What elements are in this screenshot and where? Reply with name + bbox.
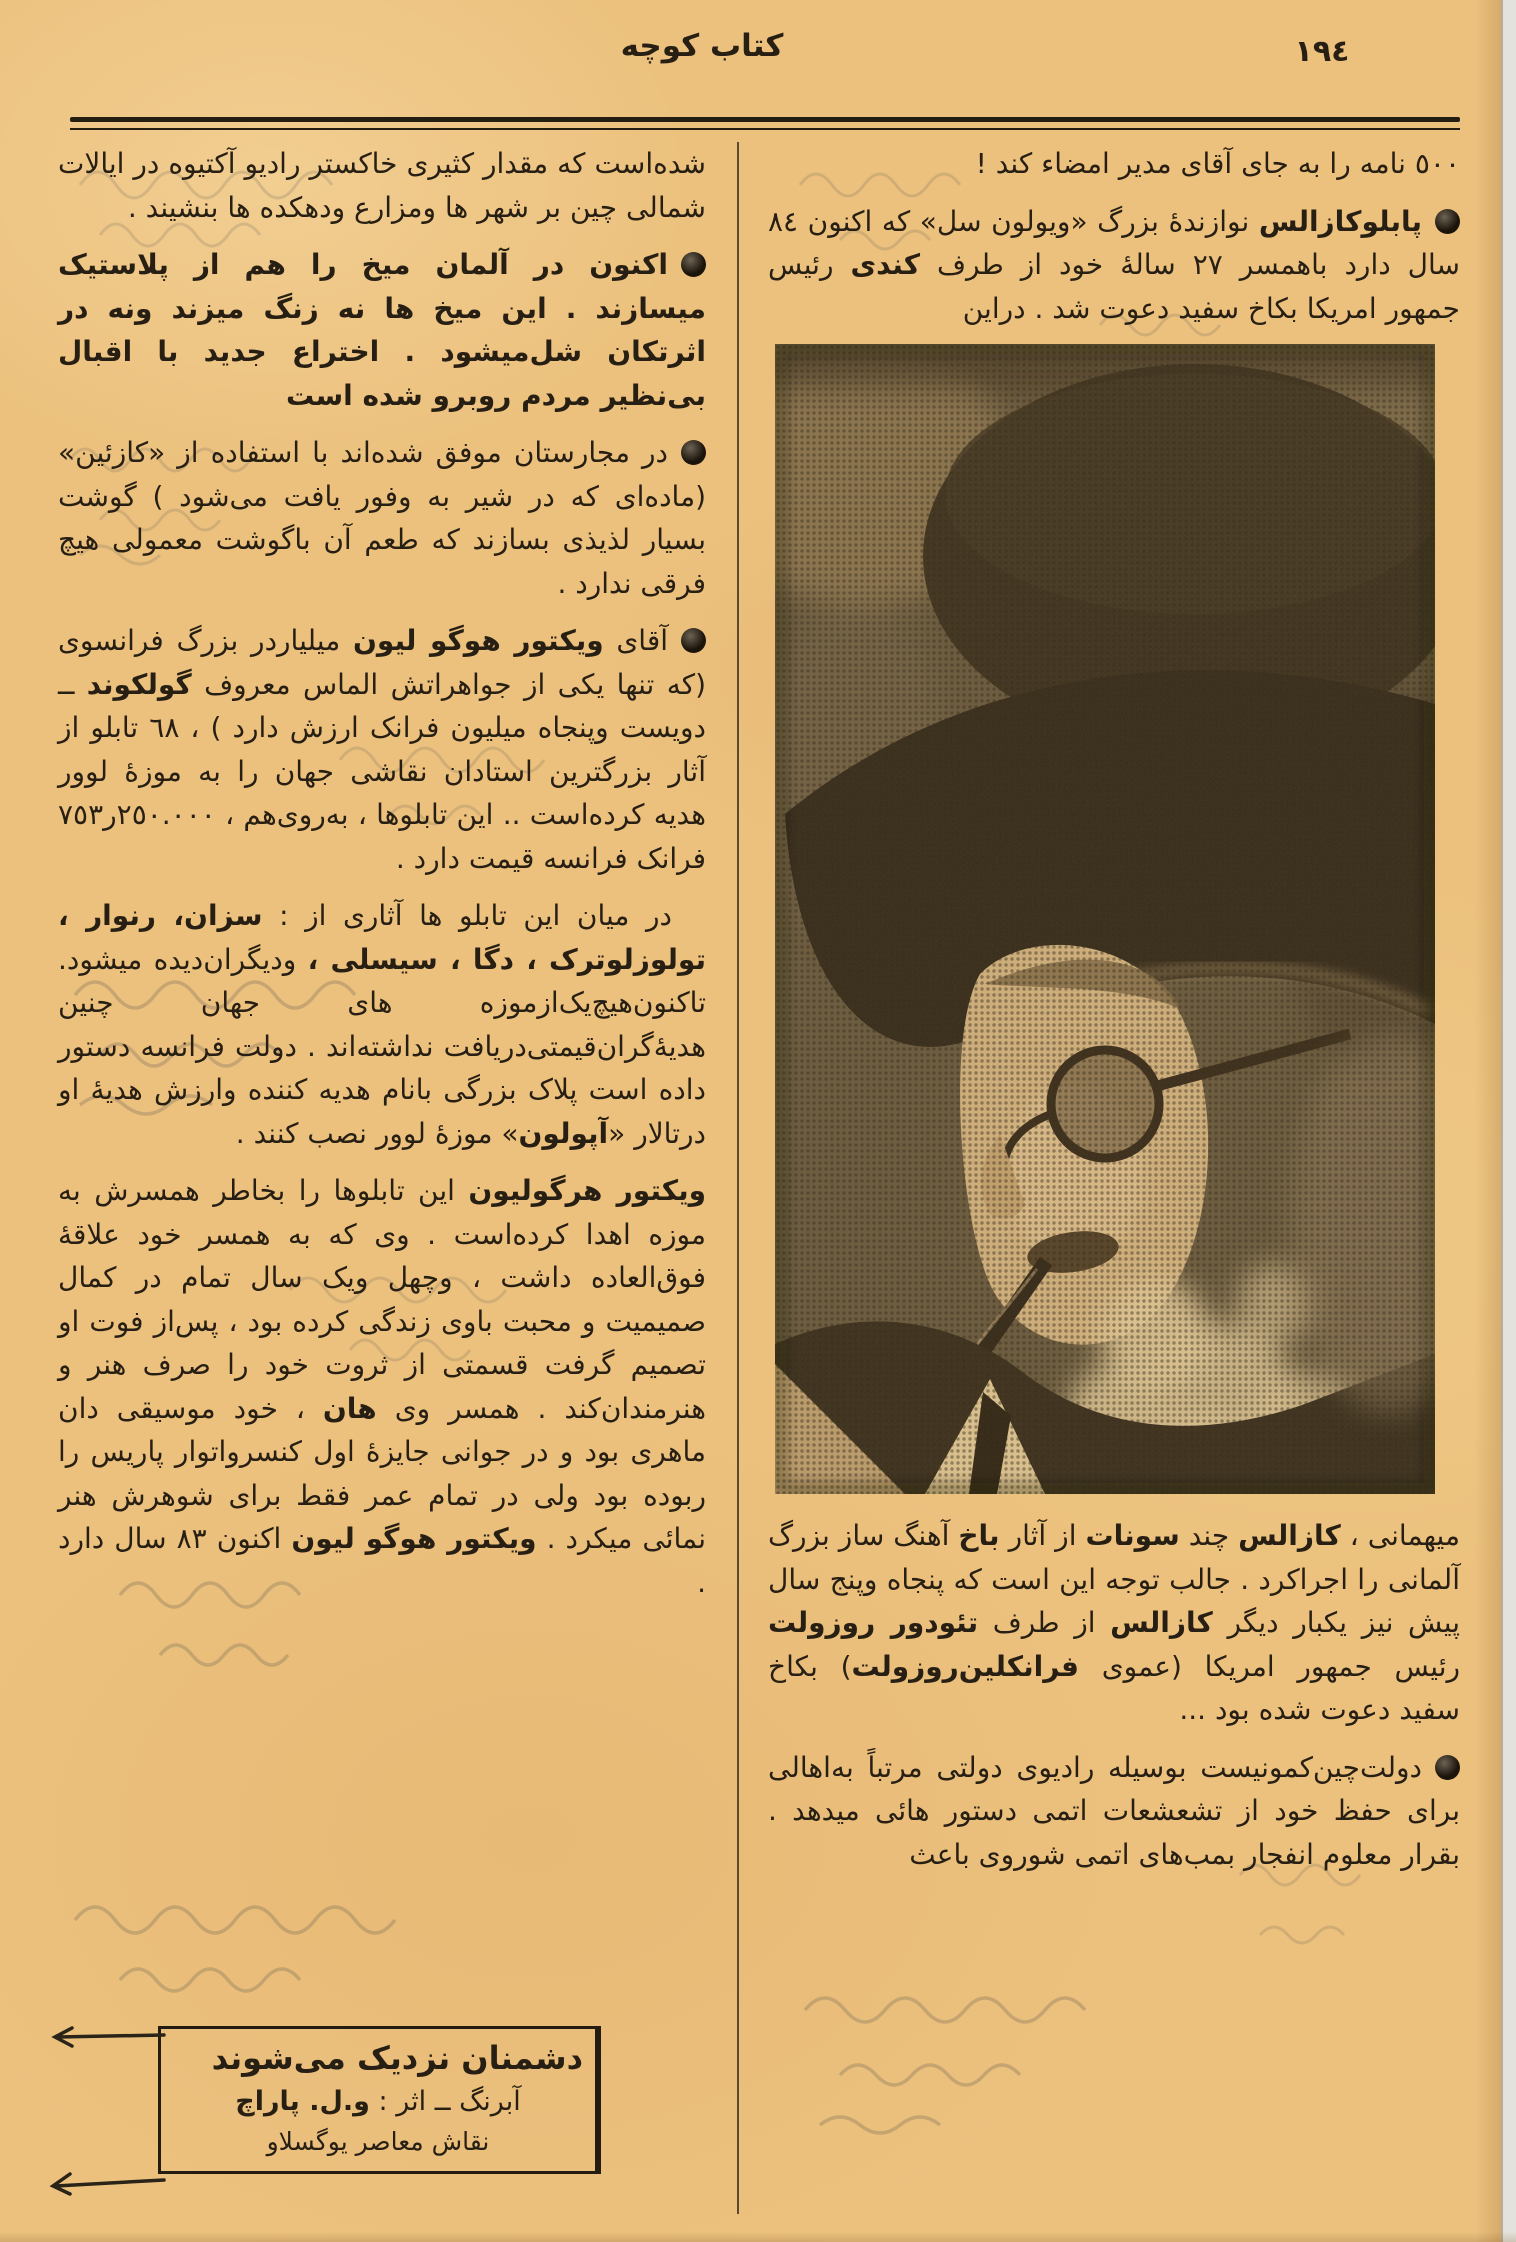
news-item-paragraph [58,431,706,605]
bold-text: کازالس [1110,1606,1213,1639]
page-number: ١٩٤ [1294,34,1350,69]
paragraph [58,142,706,229]
bold-text: تئودور روزولت [768,1606,979,1639]
text: چند [1179,1519,1239,1552]
header-rule [70,117,1460,122]
news-item-paragraph [58,619,706,880]
text: آقای [603,624,668,657]
artwork-credit-box [158,2026,601,2174]
text: ) بکاخ سفید دعوت شده بود ... [768,1649,1460,1726]
magazine-title: کتاب کوچه [620,28,784,64]
artist-description: نقاش معاصر یوگسلاو [266,2127,490,2156]
text: ٥٠٠ نامه را به جای آقای مدیر امضاء کند ! [975,147,1460,180]
column-divider [737,142,739,2214]
scanner-background-strip [1501,0,1516,2242]
bullet-icon [1435,209,1460,234]
bold-text: ویکتور هوگو لیون [291,1522,537,1555]
halftone-photo-art [775,344,1435,1494]
bold-text: و.ل. پاراچ [235,2086,370,2117]
text: از آثار [999,1519,1086,1552]
artwork-title: دشمنان نزدیک می‌شوند [211,2039,583,2077]
text: آهنگ ساز بزرگ آلمانی را اجراکرد . جالب توجه این است که پنجاه وپنج سال پیش نیز یکبار دیگر [768,1519,1460,1639]
bold-text: سزان، رنوار ، تولوزلوترک ، دگا ، سیسلی ، [58,899,706,976]
text: میهمانی ، [1340,1519,1460,1552]
bullet-icon [681,440,706,465]
text: رئیس جمهور امریکا بکاخ سفید دعوت شد . دراین [768,248,1460,325]
paragraph [768,142,1460,186]
text: شده‌است که مقدار کثیری خاکستر رادیو آکتیوه در ایالات شمالی چین بر شهر ها ومزارع ودهکده ها بنشیند . [58,147,706,224]
text: دولت‌چین‌کمونیست بوسیله رادیوی دولتی مرتباً به‌اهالی برای حفظ خود از تشعشعات اتمی دستور هائی میدهد . بقرار معلوم انفجار بمب‌های اتمی شوروی باعث [768,1750,1460,1871]
bullet-icon [1435,1755,1460,1780]
hand-drawn-arrow-icons [46,2022,166,2202]
pencil-ghost [60,1880,490,2030]
text: رئیس جمهور امریکا (عموی [1078,1649,1461,1683]
bullet-icon [681,628,706,653]
bottom-edge-shadow [0,2232,1516,2242]
text: در میان این تابلو ها آثاری از : [262,899,673,932]
paragraph [58,894,706,1155]
left-column [58,142,706,1618]
bold-text: سونات [1085,1519,1180,1552]
paragraph [768,1514,1460,1732]
right-column [768,142,1460,1890]
text: ، خود موسیقی دان ماهری بود و در جوانی جایزهٔ اول کنسرواتوار پاریس را ربوده بود ولی در تمام عمر فقط برای شوهرش هنر نمائی میکرد . [58,1391,707,1555]
bold-text: آپولون [518,1116,609,1150]
pencil-ghost [790,1970,1250,2150]
paragraph [58,1169,706,1604]
bold-text: کندی [850,248,920,281]
text: ودیگران‌دیده میشود. تاکنون‌هیچ‌یک‌ازموزه های جهان چنین هدیهٔ‌گران‌قیمتی‌دریافت نداشته‌اند . دولت فرانسه دستور داده است پلاک بزرگی بانام هدیه کننده وارزش هدیهٔ او درتالار « [58,942,706,1150]
header-rule-thin [70,128,1460,130]
text: این تابلوها را بخاطر همسرش به موزه اهدا کرده‌است . وی که به همسر خود علاقهٔ فوق‌العاده داشت ، وچهل ویک سال تمام در کمال صمیمیت و محبت باوی زندگی کرده بود ، پس‌از فوت او تصمیم گرفت قسمتی از ثروت خود را صرف هنر و هنرمندان‌کند . همسر وی [58,1174,706,1425]
text: » موزهٔ لوور نصب کنند . [235,1116,519,1150]
paper-edge-shadow [1475,0,1503,2242]
news-item-paragraph [768,200,1460,331]
bold-text: باخ [958,1519,1000,1552]
bold-text: گولکوند [86,667,192,701]
artwork-medium-artist [173,2081,583,2123]
bold-text: کازالس [1238,1519,1341,1552]
right-column-top [768,142,1460,330]
bold-text: ویکتور هوگو لیون [352,624,604,657]
news-item-paragraph [58,243,706,417]
bold-text: ویکتور هرگولیون [468,1174,706,1207]
text: آبرنگ ــ اثر : [369,2086,521,2117]
photo-caption-and-more [768,1514,1460,1876]
news-item-paragraph [768,1746,1460,1877]
text: اکنون ٨٣ سال دارد . [58,1522,706,1599]
text: در مجارستان موفق شده‌اند با استفاده از «کازئین» (ماده‌ای که در شیر به وفور یافت می‌شود ) گوشت بسیار لذیذی بسازند که طعم آن باگوشت معمولی هیچ فرقی ندارد . [58,436,706,600]
text: میلیاردر بزرگ فرانسوی (که تنها یکی از جواهراتش الماس معروف [58,624,706,701]
bold-text: فرانکلین‌روزولت [851,1649,1079,1683]
text: ــ دویست وپنجاه میلیون فرانک ارزش دارد ) ، ٦٨ تابلو از آثار بزرگترین استادان نقاشی جهان را به موزهٔ لوور هدیه کرده‌است .. این تابلوها ، به‌روی‌هم ، ٢٥٠.٠٠٠ر٧٥٣ فرانک فرانسه قیمت دارد . [58,667,707,875]
text: از طرف [978,1606,1111,1639]
casals-portrait-photo [775,344,1435,1494]
bold-text: اکنون در آلمان میخ را هم از پلاستیک میسازند . این میخ ها نه زنگ میزند ونه در اثرتکان شل‌میشود . اختراع جدید با اقبال بی‌نظیر مردم روبرو شده است [58,248,706,412]
bullet-icon [681,252,706,277]
text: نوازندهٔ بزرگ «ویولون سل» که اکنون ٨٤ سال دارد باهمسر ٢٧ سالهٔ خود از طرف [768,204,1460,281]
bold-text: هان [322,1391,377,1425]
bold-text: پابلوکازالس [1258,204,1422,238]
